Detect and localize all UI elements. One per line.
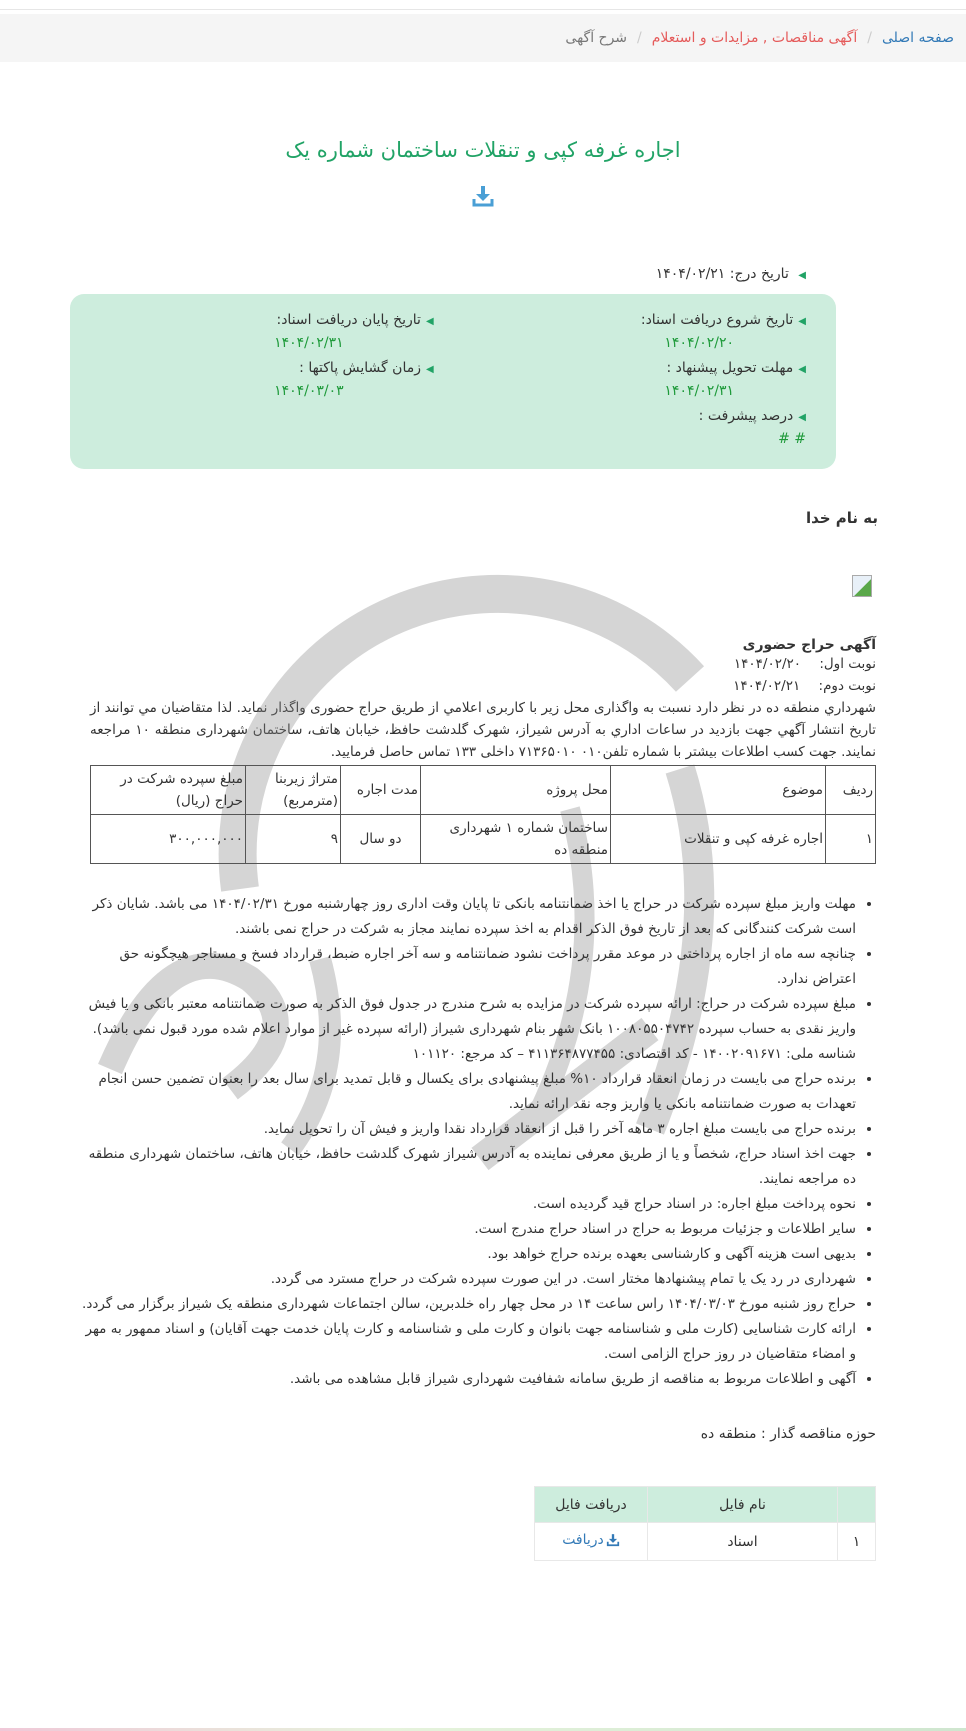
breadcrumb-home-link[interactable]: صفحه اصلی bbox=[881, 30, 954, 46]
download-icon bbox=[606, 1533, 620, 1547]
table-row bbox=[535, 1523, 876, 1561]
tender-info-box bbox=[70, 294, 836, 469]
insert-date bbox=[0, 266, 806, 282]
header-cell bbox=[838, 1487, 876, 1523]
info-label: تاریخ شروع دریافت اسناد: bbox=[640, 312, 794, 328]
info-label: درصد پیشرفت : bbox=[698, 408, 794, 424]
top-border bbox=[0, 0, 966, 10]
file-index: ۱ bbox=[838, 1523, 876, 1561]
first-round bbox=[90, 653, 876, 675]
cell-deposit: ۳۰۰,۰۰۰,۰۰۰ bbox=[91, 815, 246, 864]
info-label: تاریخ پایان دریافت اسناد: bbox=[276, 312, 421, 328]
list-item: • چنانچه سه ماه از اجاره پرداختی در موعد مقرر پرداخت نشود ضمانتنامه و سه آخر اجاره ضبط، قرارداد فسخ و مستاجر هیچگونه حق اعتراض ندارد. bbox=[80, 942, 856, 992]
triangle-left-icon: ◀ bbox=[425, 364, 434, 375]
info-label: زمان گشایش پاکتها : bbox=[299, 360, 421, 376]
page-title: اجاره غرفه کپی و تنقلات ساختمان شماره یک bbox=[285, 138, 681, 162]
bename-heading: به نام خدا bbox=[805, 509, 878, 527]
breadcrumb-separator: / bbox=[867, 30, 872, 46]
header-cell: ردیف bbox=[826, 766, 876, 815]
ad-title: آگهی حراج حضوری bbox=[742, 637, 876, 653]
files-table-header bbox=[535, 1487, 876, 1523]
spec-table bbox=[90, 765, 876, 864]
info-docs-start bbox=[462, 310, 806, 354]
files-table bbox=[534, 1486, 876, 1561]
list-item: • شهرداری در رد یک یا تمام پیشنهادها مختار است. در این صورت سپرده شرکت در حراج مسترد می گردد. bbox=[80, 1267, 856, 1292]
download-label: دریافت bbox=[562, 1532, 604, 1548]
list-item: • ارائه کارت شناسایی (کارت ملی و شناسنامه جهت بانوان و کارت ملی و شناسنامه و کارت پایان خدمت جهت آقایان) و اسناد ممهور به مهر و امضاء متقاضیان در روز حراج الزامی است. bbox=[80, 1317, 856, 1367]
header-cell: متراژ زیربنا (مترمربع) bbox=[246, 766, 341, 815]
info-value: ۱۴۰۴/۰۲/۳۱ bbox=[274, 335, 344, 351]
first-round-date: ۱۴۰۴/۰۲/۲۰ bbox=[733, 656, 802, 672]
info-label: مهلت تحویل پیشنهاد : bbox=[666, 360, 794, 376]
info-progress bbox=[462, 406, 806, 450]
file-download-link[interactable] bbox=[562, 1532, 620, 1548]
intro-paragraph: شهرداري منطقه ده در نظر دارد نسبت به واگذاری محل زیر با کاربری اعلامي از طريق حراج حضوری واگذار نمايد. لذا متقاضيان مي توانند از تاريخ انتشار آگهي جهت بازديد در ساعات اداري به آدرس شيراز، شهرک گلدشت حافظ، خیابان هاتف، ساختمان شهرداری منطقه ۱۰ مراجعه نمايند. جهت کسب اطلاعات بيشتر با شماره تلفن۰۱۰ ۷۱۳۶۵۰۱۰ داخلی ۱۳۳ تماس حاصل فرماييد. bbox=[90, 700, 876, 760]
download-icon[interactable] bbox=[471, 184, 495, 208]
header-cell: مبلغ سپرده شرکت در حراج (ریال) bbox=[91, 766, 246, 815]
broken-image-icon bbox=[852, 575, 872, 597]
info-docs-end bbox=[90, 310, 434, 354]
file-name: اسناد bbox=[648, 1523, 838, 1561]
list-item: • نحوه پرداخت مبلغ اجاره: در اسناد حراج قید گردیده است. bbox=[80, 1192, 856, 1217]
list-item: • جهت اخذ اسناد حراج، شخصاً و یا از طریق معرفی نماینده به آدرس شیراز شهرک گلدشت حافظ، خیابان هاتف، ساختمان شهرداری منطقه ده مراجعه نمایند. bbox=[80, 1142, 856, 1192]
header-cell: نام فایل bbox=[648, 1487, 838, 1523]
info-value: ۱۴۰۴/۰۲/۳۱ bbox=[664, 383, 734, 399]
cell-duration: دو سال bbox=[341, 815, 421, 864]
list-item: • بدیهی است هزینه آگهی و کارشناسی بعهده برنده حراج خواهد بود. bbox=[80, 1242, 856, 1267]
triangle-left-icon: ◀ bbox=[798, 412, 806, 423]
second-round bbox=[90, 675, 876, 697]
info-column-right bbox=[462, 310, 806, 451]
breadcrumb-separator: / bbox=[637, 30, 642, 46]
list-item: • حراج روز شنبه مورخ ۱۴۰۴/۰۳/۰۳ راس ساعت ۱۴ در محل چهار راه خلدبرین، سالن اجتماعات شهرداری منطقه یک شیراز برگزار می گردد. bbox=[80, 1292, 856, 1317]
tender-zone: حوزه مناقصه گذار : منطقه ده bbox=[700, 1426, 876, 1442]
info-offer-deadline bbox=[462, 358, 806, 402]
cell-location: ساختمان شماره ۱ شهرداری منطقه ده bbox=[421, 815, 611, 864]
triangle-left-icon: ◀ bbox=[798, 364, 806, 375]
info-opening-time bbox=[90, 358, 434, 402]
list-item: • برنده حراج می بایست مبلغ اجاره ۳ ماهه آخر را قبل از انعقاد قرارداد نقدا واریز و فیش آن را تحویل نماید. bbox=[80, 1117, 856, 1142]
second-round-label: نوبت دوم: bbox=[818, 678, 876, 694]
info-value: ۱۴۰۴/۰۳/۰۳ bbox=[274, 383, 344, 399]
breadcrumb-current: شرح آگهی bbox=[565, 30, 628, 46]
triangle-left-icon: ◀ bbox=[798, 270, 806, 281]
first-round-label: نوبت اول: bbox=[819, 656, 876, 672]
cell-subject: اجاره غرفه کپی و تنقلات bbox=[611, 815, 826, 864]
list-item: • برنده حراج می بایست در زمان انعقاد قرارداد ۱۰% مبلغ پیشنهادی برای یکسال و قابل تمدید برای سال بعد را بعنوان تضمین حسن انجام تعهدات به صورت ضمانتنامه بانکی یا واریز وجه نقد ارائه نماید. bbox=[80, 1067, 856, 1117]
breadcrumb-category-link[interactable]: آگهی مناقصات , مزایدات و استعلام bbox=[651, 30, 858, 46]
triangle-left-icon: ◀ bbox=[798, 316, 806, 327]
spec-table-header bbox=[91, 766, 876, 815]
list-item: • آگهی و اطلاعات مربوط به مناقصه از طریق سامانه شفافیت شهرداری شیراز قابل مشاهده می باشد. bbox=[80, 1367, 856, 1392]
header-cell: دریافت فایل bbox=[535, 1487, 648, 1523]
insert-date-label: تاریخ درج: bbox=[729, 266, 789, 282]
cell-area: ۹ bbox=[246, 815, 341, 864]
list-item: • سایر اطلاعات و جزئیات مربوط به حراج در اسناد حراج مندرج است. bbox=[80, 1217, 856, 1242]
second-round-date: ۱۴۰۴/۰۲/۲۱ bbox=[733, 678, 801, 694]
cell-index: ۱ bbox=[826, 815, 876, 864]
info-value: # # bbox=[778, 431, 806, 447]
header-cell: محل پروژه bbox=[421, 766, 611, 815]
conditions-list bbox=[80, 892, 876, 1392]
info-value: ۱۴۰۴/۰۲/۲۰ bbox=[664, 335, 734, 351]
table-row bbox=[91, 815, 876, 864]
list-item: • مهلت واریز مبلغ سپرده شرکت در حراج یا اخذ ضمانتنامه بانکی تا پایان وقت اداری روز چهارشنبه مورخ ۱۴۰۴/۰۲/۳۱ می باشد. شایان ذکر است شرکت کنندگانی که بعد از تاریخ فوق الذکر اقدام به اخذ سپرده نمایند مجاز به شرکت در حراج نمی باشند. bbox=[80, 892, 856, 942]
insert-date-value: ۱۴۰۴/۰۲/۲۱ bbox=[655, 266, 726, 282]
file-download-cell bbox=[535, 1523, 648, 1561]
download-button[interactable] bbox=[0, 184, 966, 208]
breadcrumb bbox=[0, 14, 966, 62]
header-cell: مدت اجاره bbox=[341, 766, 421, 815]
info-column-left bbox=[90, 310, 434, 451]
ad-content bbox=[82, 509, 878, 1561]
triangle-left-icon: ◀ bbox=[425, 316, 434, 327]
list-item: • مبلغ سپرده شرکت در حراج: ارائه سپرده شرکت در مزایده به شرح مندرج در جدول فوق الذکر به صورت ضمانتنامه معتبر بانکی و یا فیش واریز نقدی به حساب سپرده ۱۰۰۸۰۵۵۰۴۷۴۲ بانک شهر بنام شهرداری شیراز (ارائه سپرده غیر از موارد اعلام شده مورد قبول نمی باشد). شناسه ملی: ۱۴۰۰۲۰۹۱۶۷۱ - کد اقتصادی: ۴۱۱۳۶۴۸۷۷۴۵۵ – کد مرجع: ۱۰۱۱۲۰ bbox=[80, 992, 856, 1067]
header-cell: موضوع bbox=[611, 766, 826, 815]
